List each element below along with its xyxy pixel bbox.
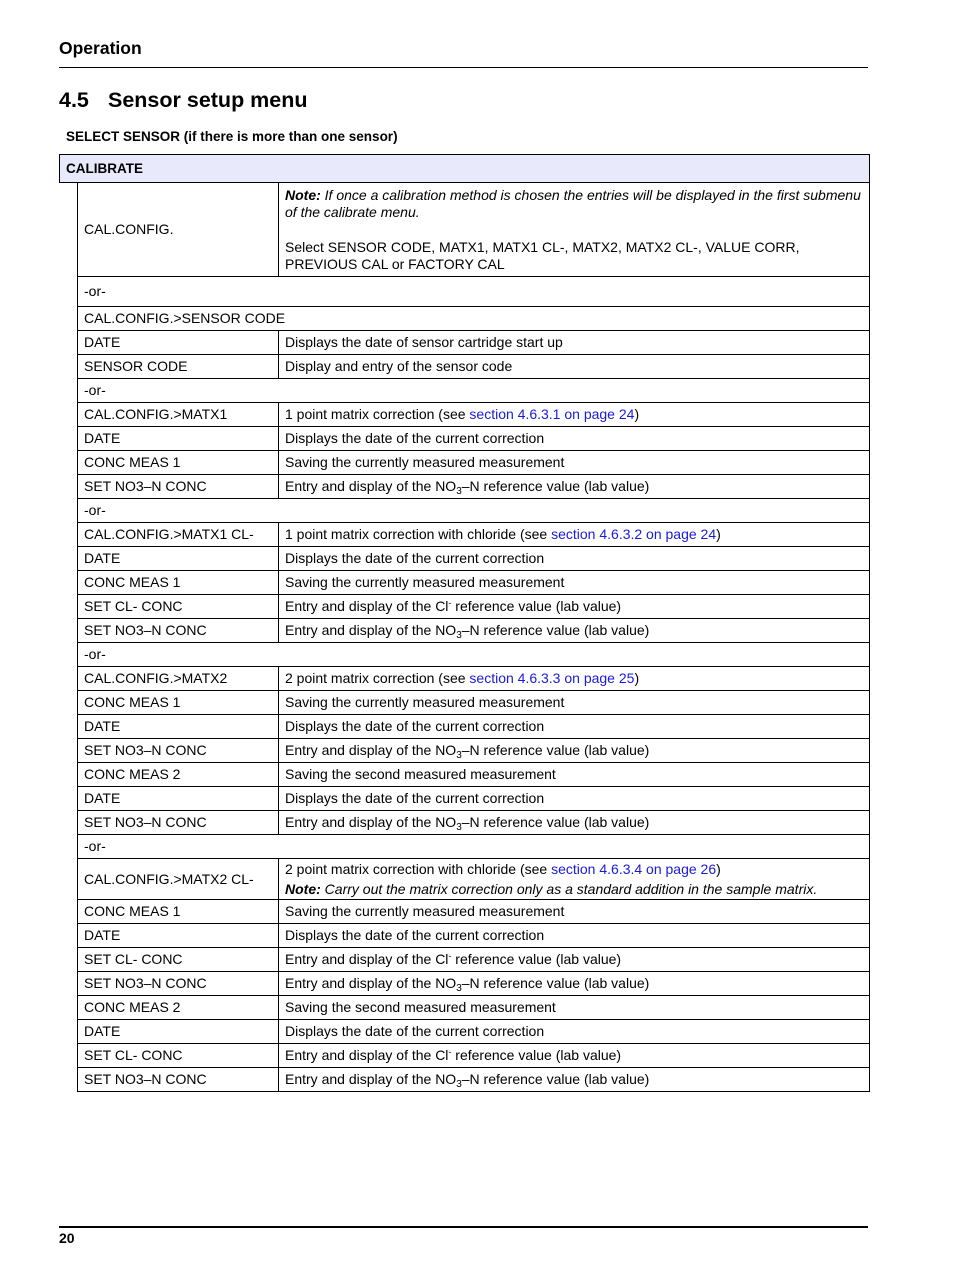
term-cell: SENSOR CODE (78, 355, 279, 379)
or-separator: -or- (78, 499, 870, 523)
term-cell: DATE (78, 331, 279, 355)
table-row (78, 715, 870, 739)
select-text: Select SENSOR CODE, MATX1, MATX1 CL-, MATX2, MATX2 CL-, VALUE CORR, PREVIOUS CAL or FACTORY CAL (285, 238, 800, 272)
term-cell: DATE (78, 427, 279, 451)
or-separator: -or- (78, 277, 870, 307)
or-separator: -or- (78, 379, 870, 403)
desc-cell: Saving the currently measured measurement (279, 691, 870, 715)
desc-cell: Saving the second measured measurement (279, 996, 870, 1020)
page-header: Operation (59, 38, 142, 58)
table-row (78, 859, 870, 900)
desc-cell: Entry and display of the $NO_3-N$ reference value (lab value) (279, 1068, 870, 1092)
desc-cell: Saving the currently measured measurement (279, 571, 870, 595)
term-cell: CONC MEAS 1 (78, 451, 279, 475)
section-number: 4.5 (59, 88, 89, 112)
footer-rule (59, 1226, 868, 1228)
term-cell: CAL.CONFIG. (78, 183, 279, 277)
desc-cell: Display and entry of the sensor code (279, 355, 870, 379)
desc-cell: Entry and display of the Cl- reference value (lab value) (279, 1044, 870, 1068)
desc-cell: Entry and display of the $NO_3-N$ reference value (lab value) (279, 739, 870, 763)
table-row (78, 1068, 870, 1092)
table-row (78, 900, 870, 924)
table-row (78, 595, 870, 619)
note-label: Note: (285, 186, 321, 203)
table-row (78, 403, 870, 427)
term-cell: CONC MEAS 2 (78, 996, 279, 1020)
note (285, 187, 863, 221)
note-text: If once a calibration method is chosen the entries will be displayed in the first submenu of the calibrate menu. (285, 186, 861, 220)
section-link[interactable]: section 4.6.3.1 on page 24 (469, 406, 635, 422)
term-cell: CONC MEAS 2 (78, 763, 279, 787)
desc-cell: Saving the currently measured measurement (279, 900, 870, 924)
term-cell: CAL.CONFIG.>MATX1 (78, 403, 279, 427)
or-separator: -or- (78, 643, 870, 667)
table-row (78, 619, 870, 643)
term-cell: DATE (78, 1020, 279, 1044)
or-separator: -or- (78, 835, 870, 859)
note: Note: Carry out the matrix correction only as a standard addition in the sample matrix. (285, 881, 818, 897)
desc-cell: Displays the date of the current correction (279, 1020, 870, 1044)
table-row (78, 523, 870, 547)
term-cell: SET CL- CONC (78, 948, 279, 972)
desc-cell: Displays the date of the current correction (279, 427, 870, 451)
desc-cell: Saving the currently measured measurement (279, 451, 870, 475)
term-cell: DATE (78, 547, 279, 571)
header-rule (59, 67, 868, 68)
table-row (78, 1044, 870, 1068)
desc-cell (279, 183, 870, 277)
calibrate-heading: CALIBRATE (59, 154, 870, 183)
desc-cell: Entry and display of the Cl- reference value (lab value) (279, 595, 870, 619)
table-row (78, 643, 870, 667)
term-cell: CAL.CONFIG.>MATX1 CL- (78, 523, 279, 547)
table-row (78, 427, 870, 451)
table-row (78, 451, 870, 475)
term-cell: SET CL- CONC (78, 1044, 279, 1068)
table-row (78, 307, 870, 331)
term-cell: DATE (78, 924, 279, 948)
table-row (78, 355, 870, 379)
page-number: 20 (59, 1230, 75, 1246)
table-row (78, 811, 870, 835)
select-sensor-heading: SELECT SENSOR (if there is more than one sensor) (66, 129, 398, 144)
sensor-menu-table (59, 154, 870, 1092)
desc-cell: Entry and display of the $NO_3-N$ reference value (lab value) (279, 475, 870, 499)
desc-cell: Displays the date of the current correction (279, 787, 870, 811)
desc-cell: 1 point matrix correction (see section 4.6.3.1 on page 24) (279, 403, 870, 427)
section-title-text: Sensor setup menu (108, 88, 308, 112)
term-cell: CONC MEAS 1 (78, 691, 279, 715)
term-cell: SET CL- CONC (78, 595, 279, 619)
desc-cell: Entry and display of the $NO_3-N$ reference value (lab value) (279, 972, 870, 996)
term-cell: DATE (78, 787, 279, 811)
calibrate-table (77, 183, 870, 1092)
desc-cell: 1 point matrix correction with chloride (see section 4.6.3.2 on page 24) (279, 523, 870, 547)
table-row (78, 763, 870, 787)
section-title (59, 88, 308, 113)
term-cell: CAL.CONFIG.>MATX2 CL- (78, 859, 279, 900)
table-row (78, 571, 870, 595)
term-cell: SET NO3–N CONC (78, 739, 279, 763)
desc-cell: 2 point matrix correction with chloride (see section 4.6.3.4 on page 26) Note: Carry out the matrix correction only as a standard addition in the sample matrix. (279, 859, 870, 900)
table-row (78, 499, 870, 523)
term-cell: SET NO3–N CONC (78, 1068, 279, 1092)
desc-cell: 2 point matrix correction (see section 4.6.3.3 on page 25) (279, 667, 870, 691)
group-title: CAL.CONFIG.>SENSOR CODE (78, 307, 870, 331)
table-row (78, 972, 870, 996)
section-link[interactable]: section 4.6.3.4 on page 26 (551, 861, 717, 877)
table-row (78, 835, 870, 859)
table-row (78, 379, 870, 403)
section-link[interactable]: section 4.6.3.2 on page 24 (551, 526, 717, 542)
table-row (78, 924, 870, 948)
desc-cell: Entry and display of the Cl- reference value (lab value) (279, 948, 870, 972)
desc-cell: Displays the date of sensor cartridge start up (279, 331, 870, 355)
desc-cell: Displays the date of the current correction (279, 924, 870, 948)
table-row (78, 475, 870, 499)
table-row (78, 183, 870, 277)
desc-cell: Displays the date of the current correction (279, 715, 870, 739)
term-cell: SET NO3–N CONC (78, 619, 279, 643)
desc-cell: Saving the second measured measurement (279, 763, 870, 787)
term-cell: SET NO3–N CONC (78, 475, 279, 499)
term-cell: CAL.CONFIG.>MATX2 (78, 667, 279, 691)
section-link[interactable]: section 4.6.3.3 on page 25 (469, 670, 635, 686)
desc-cell: Displays the date of the current correction (279, 547, 870, 571)
table-row (78, 277, 870, 307)
table-row (78, 1020, 870, 1044)
desc-cell: Entry and display of the $NO_3-N$ reference value (lab value) (279, 619, 870, 643)
table-row (78, 547, 870, 571)
term-cell: CONC MEAS 1 (78, 900, 279, 924)
table-row (78, 667, 870, 691)
term-cell: SET NO3–N CONC (78, 972, 279, 996)
term-cell: DATE (78, 715, 279, 739)
table-row (78, 331, 870, 355)
term-cell: SET NO3–N CONC (78, 811, 279, 835)
table-row (78, 948, 870, 972)
table-row (78, 739, 870, 763)
table-row (78, 787, 870, 811)
table-row (78, 691, 870, 715)
table-row (78, 996, 870, 1020)
term-cell: CONC MEAS 1 (78, 571, 279, 595)
desc-cell: Entry and display of the $NO_3-N$ reference value (lab value) (279, 811, 870, 835)
